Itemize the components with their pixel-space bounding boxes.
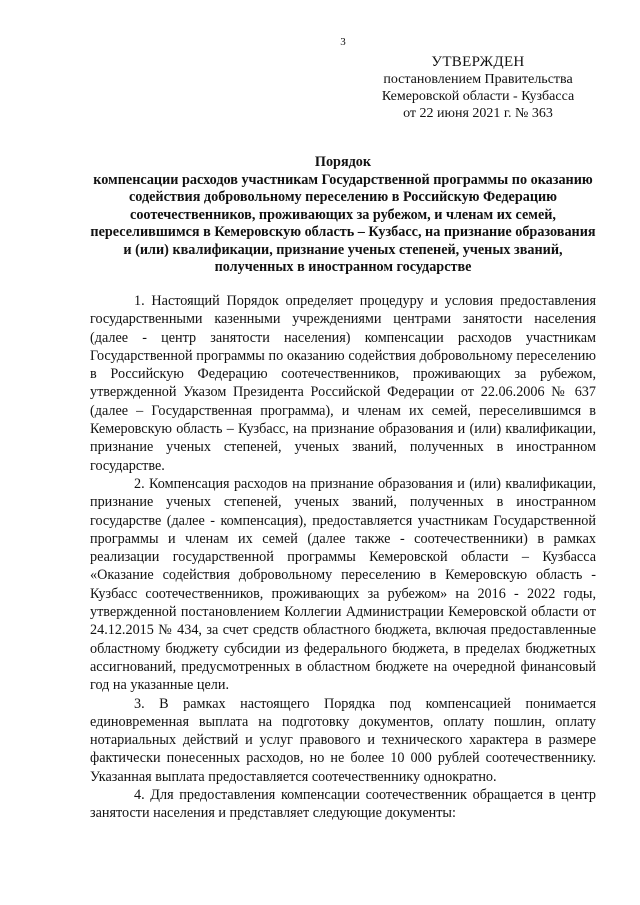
approval-line-1: постановлением Правительства — [383, 72, 573, 87]
page-number: 3 — [340, 36, 346, 48]
title-subheading: компенсации расходов участникам Государственной программы по оказанию содействия добровольному переселению в Российскую Федерацию соотечественников, проживающих за рубежом, и членам их семей, переселившимся в Кемеровскую область – Кузбасс, на признание образования и (или) квалификации, признание ученых степеней, ученых званий, полученных в иностранном государстве — [90, 171, 596, 275]
paragraph-1: 1. Настоящий Порядок определяет процедуру и условия предоставления государственными казенными учреждениями центрами занятости населения (далее - центр занятости населения) компенсации расходов участникам Государственной программы по оказанию содействия добровольному переселению в Российскую Федерацию соотечественников, проживающих за рубежом, утвержденной Указом Президента Российской Федерации от 22.06.2006 № 637 (далее – Государственная программа), и членам их семей, переселившимся в Кемеровскую область – Кузбасс, на признание образования и (или) квалификации, признание ученых степеней, ученых званий, полученных в иностранном государстве. — [90, 293, 596, 474]
title-heading: Порядок — [314, 154, 372, 170]
document-title — [88, 154, 598, 277]
approval-head: УТВЕРЖДЕН — [431, 54, 525, 70]
approval-line-2: Кемеровской области - Кузбасса — [381, 89, 575, 104]
paragraph-3: 3. В рамках настоящего Порядка под компенсацией понимается единовременная выплата на подготовку документов, оплату пошлин, оплату нотариальных действий и услуг правового и технического характера в размере фактически понесенных расходов, но не более 10 000 рублей соотечественнику. Указанная выплата предоставляется соотечественнику однократно. — [90, 695, 596, 785]
document-body — [90, 292, 596, 823]
approval-stamp — [360, 54, 596, 122]
paragraph-2: 2. Компенсация расходов на признание образования и (или) квалификации, признание ученых степеней, ученых званий, полученных в иностранном государстве (далее - компенсация), предоставляется участникам Государственной программы и членам их семей (далее также - соотечественники) в рамках реализации государственной программы Кемеровской области – Кузбасса «Оказание содействия добровольному переселению в Кемеровскую область - Кузбасс соотечественников, проживающих за рубежом» на 2016 - 2022 годы, утвержденной постановлением Коллегии Администрации Кемеровской области от 24.12.2015 № 434, за счет средств областного бюджета, включая предоставленные областному бюджету субсидии из федерального бюджета, в пределах бюджетных ассигнований, предусмотренных в областном бюджете на очередной финансовый год на указанные цели. — [90, 475, 596, 694]
approval-line-3: от 22 июня 2021 г. № 363 — [403, 106, 553, 121]
paragraph-4: 4. Для предоставления компенсации соотечественник обращается в центр занятости населения и представляет следующие документы: — [90, 787, 596, 822]
